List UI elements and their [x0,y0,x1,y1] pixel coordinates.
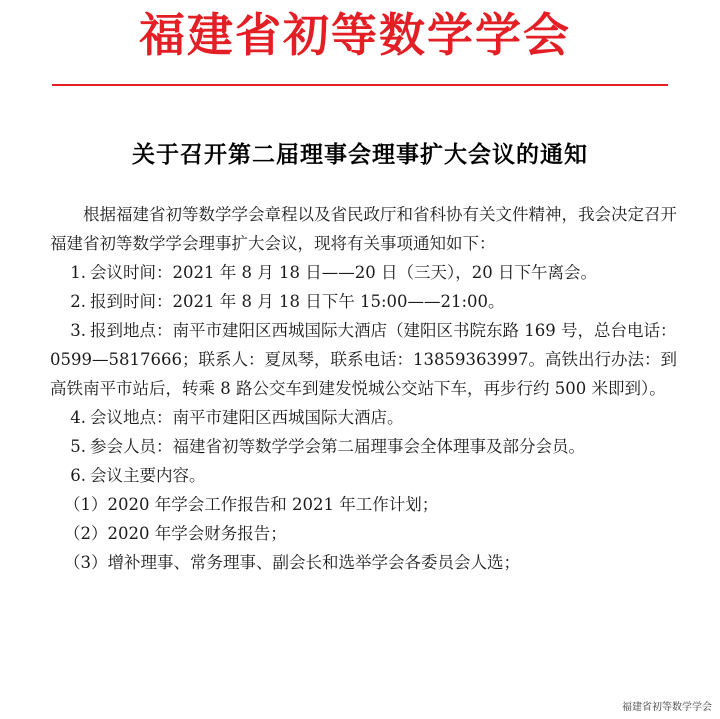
list-item [50,287,680,316]
list-item [50,316,680,403]
sub-item-text: 增补理事、常务理事、副会长和选举学会各委员会人选； [107,553,520,572]
sub-item-number: （2） [64,524,108,543]
item-number: 6. [70,466,86,485]
item-text: 会议地点：南平市建阳区西城国际大酒店。 [90,408,404,427]
item-text: 报到时间：2021 年 8 月 18 日下午 15:00——21:00。 [90,292,505,311]
item-text: 参会人员：福建省初等数学学会第二届理事会全体理事及部分会员。 [90,437,585,456]
sub-list-item [50,490,680,519]
sub-list-item [50,548,680,577]
sub-item-number: （1） [64,495,108,514]
notice-title: 关于召开第二届理事会理事扩大会议的通知 [132,142,588,168]
item-number: 3. [70,321,86,340]
letterhead-divider [52,84,668,86]
item-number: 2. [70,292,86,311]
notice-body [50,200,680,577]
organization-name: 福建省初等数学学会 [139,8,571,62]
list-item [50,461,680,490]
item-number: 5. [70,437,86,456]
list-item [50,403,680,432]
item-text: 报到地点：南平市建阳区西城国际大酒店（建阳区书院东路 169 号，总台电话：0599—5817666；联系人：夏凤琴，联系电话：13859363997。高铁出行办法：到高铁南平市站后，转乘 8 路公交车到建发悦城公交站下车，再步行约 500 米即到）。 [50,321,677,398]
list-item [50,258,680,287]
item-text: 会议时间：2021 年 8 月 18 日——20 日（三天），20 日下午离会。 [90,263,597,282]
sub-item-text: 2020 年学会财务报告； [107,524,287,543]
sub-list-item [50,519,680,548]
watermark: 福建省初等数学学会 [622,702,712,713]
item-text: 会议主要内容。 [90,466,206,485]
sub-item-number: （3） [64,553,108,572]
sub-item-text: 2020 年学会工作报告和 2021 年工作计划； [107,495,439,514]
item-number: 1. [70,263,86,282]
intro-paragraph: 根据福建省初等数学学会章程以及省民政厅和省科协有关文件精神，我会决定召开福建省初等数学学会理事扩大会议，现将有关事项通知如下： [50,205,677,253]
letterhead [0,6,720,64]
list-item [50,432,680,461]
item-number: 4. [70,408,86,427]
